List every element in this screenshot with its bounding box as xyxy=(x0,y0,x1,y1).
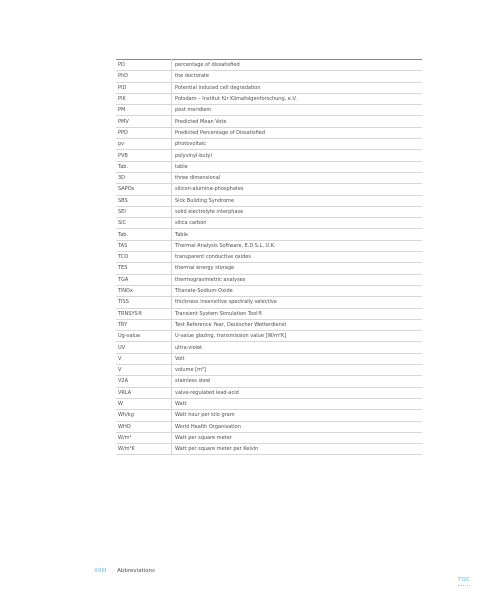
abbreviation-cell: VRLA xyxy=(116,387,172,398)
abbreviations-table-body xyxy=(116,60,422,455)
definition-cell: ultra-violet xyxy=(172,342,423,353)
definition-cell: transparent conductive oxides xyxy=(172,252,423,263)
page-number: XXIII xyxy=(94,568,107,574)
table-row xyxy=(116,195,422,206)
abbreviation-cell: PM xyxy=(116,105,172,116)
definition-cell: Watt per square meter xyxy=(172,432,423,443)
table-row xyxy=(116,240,422,251)
definition-cell: Titanate-Sodium-Oxide xyxy=(172,285,423,296)
abbreviation-cell: SAPOs xyxy=(116,184,172,195)
section-title: Abbreviations xyxy=(117,568,155,574)
abbreviation-cell: pv xyxy=(116,139,172,150)
table-row xyxy=(116,342,422,353)
definition-cell: thickness insensitive spectrally selective xyxy=(172,297,423,308)
definition-cell: post meridiem xyxy=(172,105,423,116)
abbreviation-cell: Tab. xyxy=(116,229,172,240)
table-row xyxy=(116,432,422,443)
toc-link-label: TOC xyxy=(458,577,470,583)
definition-cell: U-value glazing, transmission value [W/m²K] xyxy=(172,331,423,342)
definition-cell: Potential induced cell degradation xyxy=(172,82,423,93)
definition-cell: Watt per square meter per Kelvin xyxy=(172,444,423,455)
abbreviation-cell: UV xyxy=(116,342,172,353)
definition-cell: three dimensional xyxy=(172,172,423,183)
table-row xyxy=(116,274,422,285)
abbreviation-cell: TRY xyxy=(116,319,172,330)
table-row xyxy=(116,252,422,263)
table-row xyxy=(116,71,422,82)
toc-link[interactable] xyxy=(458,577,470,586)
table-row xyxy=(116,116,422,127)
abbreviation-cell: Tab. xyxy=(116,161,172,172)
abbreviation-cell: TES xyxy=(116,263,172,274)
table-row xyxy=(116,365,422,376)
abbreviations-table xyxy=(116,59,422,455)
definition-cell: silicon-alumina-phosphates xyxy=(172,184,423,195)
abbreviation-cell: PD xyxy=(116,60,172,71)
definition-cell: Potsdam – Institut für Klimafolgenforschung, e.V. xyxy=(172,93,423,104)
table-row xyxy=(116,218,422,229)
table-row xyxy=(116,444,422,455)
table-row xyxy=(116,150,422,161)
table-row xyxy=(116,127,422,138)
abbreviation-cell: W/m²K xyxy=(116,444,172,455)
abbreviation-cell: V2A xyxy=(116,376,172,387)
definition-cell: thermogravimetric analyses xyxy=(172,274,423,285)
abbreviation-cell: Ug-value xyxy=(116,331,172,342)
definition-cell: solid electrolyte interphase xyxy=(172,206,423,217)
toc-link-underline xyxy=(458,585,470,586)
table-row xyxy=(116,331,422,342)
definition-cell: table xyxy=(172,161,423,172)
abbreviation-cell: TAS xyxy=(116,240,172,251)
table-row xyxy=(116,297,422,308)
abbreviation-cell: PMV xyxy=(116,116,172,127)
definition-cell: Volt xyxy=(172,353,423,364)
table-row xyxy=(116,421,422,432)
abbreviation-cell: V xyxy=(116,353,172,364)
abbreviation-cell: SIC xyxy=(116,218,172,229)
definition-cell: World Health Organisation xyxy=(172,421,423,432)
table-row xyxy=(116,172,422,183)
definition-cell: volume [m³] xyxy=(172,365,423,376)
abbreviation-cell: V xyxy=(116,365,172,376)
table-row xyxy=(116,410,422,421)
definition-cell: stainless steel xyxy=(172,376,423,387)
table-row xyxy=(116,353,422,364)
abbreviation-cell: SEI xyxy=(116,206,172,217)
abbreviation-cell: PPD xyxy=(116,127,172,138)
definition-cell: Predicted Percentage of Dissatisfied xyxy=(172,127,423,138)
table-row xyxy=(116,93,422,104)
definition-cell: Table xyxy=(172,229,423,240)
table-row xyxy=(116,105,422,116)
abbreviation-cell: PIK xyxy=(116,93,172,104)
table-row xyxy=(116,82,422,93)
table-row xyxy=(116,387,422,398)
table-row xyxy=(116,319,422,330)
abbreviation-cell: PID xyxy=(116,82,172,93)
table-row xyxy=(116,398,422,409)
table-row xyxy=(116,263,422,274)
table-row xyxy=(116,60,422,71)
definition-cell: polyvinyl-butyl xyxy=(172,150,423,161)
abbreviation-cell: W/m² xyxy=(116,432,172,443)
abbreviation-cell: Wh/kg xyxy=(116,410,172,421)
definition-cell: thermal energy storage xyxy=(172,263,423,274)
definition-cell: Test Reference Year, Deutscher Wetterdienst xyxy=(172,319,423,330)
abbreviation-cell: TISS xyxy=(116,297,172,308)
abbreviation-cell: TRNSYS® xyxy=(116,308,172,319)
abbreviation-cell: PVB xyxy=(116,150,172,161)
abbreviation-cell: 3D xyxy=(116,172,172,183)
table-row xyxy=(116,376,422,387)
definition-cell: percentage of dissatisfied xyxy=(172,60,423,71)
definition-cell: Sick Building Syndrome xyxy=(172,195,423,206)
table-row xyxy=(116,139,422,150)
definition-cell: valve-regulated lead-acid xyxy=(172,387,423,398)
table-row xyxy=(116,161,422,172)
abbreviation-cell: W xyxy=(116,398,172,409)
definition-cell: Predicted Mean Vote xyxy=(172,116,423,127)
abbreviation-cell: SBS xyxy=(116,195,172,206)
abbreviation-cell: WHO xyxy=(116,421,172,432)
page-footer xyxy=(94,568,155,575)
abbreviation-cell: TCO xyxy=(116,252,172,263)
definition-cell: Watt hour per kilo gram xyxy=(172,410,423,421)
table-row xyxy=(116,229,422,240)
definition-cell: Thermal Analysis Software, E.D.S.L, U.K. xyxy=(172,240,423,251)
table-row xyxy=(116,308,422,319)
table-row xyxy=(116,285,422,296)
table-row xyxy=(116,184,422,195)
table-row xyxy=(116,206,422,217)
definition-cell: photovoltaic xyxy=(172,139,423,150)
abbreviation-cell: TiNOx xyxy=(116,285,172,296)
definition-cell: silica carbon xyxy=(172,218,423,229)
abbreviation-cell: TGA xyxy=(116,274,172,285)
definition-cell: Transient System Simulation Tool® xyxy=(172,308,423,319)
definition-cell: Watt xyxy=(172,398,423,409)
abbreviation-cell: PhD xyxy=(116,71,172,82)
definition-cell: the doctorate xyxy=(172,71,423,82)
